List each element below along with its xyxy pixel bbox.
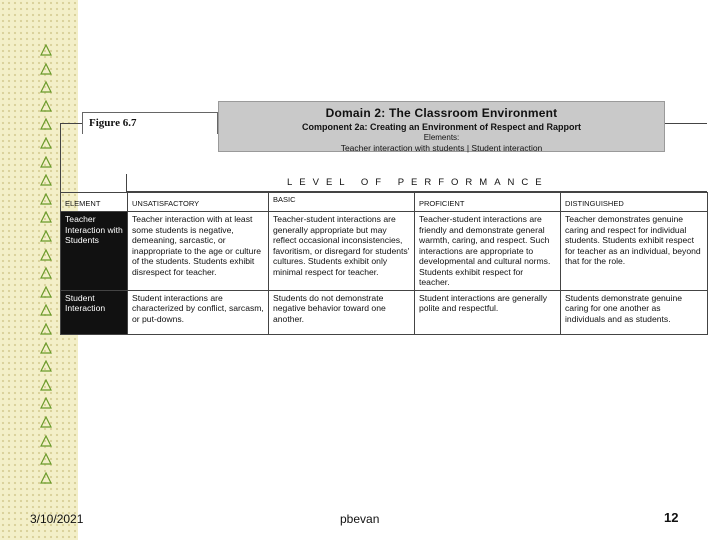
triangle-outline-icon	[40, 193, 52, 205]
rubric-table	[60, 192, 708, 335]
triangle-outline-icon	[40, 156, 52, 168]
triangle-outline-icon	[40, 211, 52, 223]
row-header-teacher-interaction: Teacher Interaction with Students	[61, 212, 128, 291]
triangle-outline-icon	[40, 249, 52, 261]
table-cell: Teacher demonstrates genuine caring and respect for individual students. Students exhibit respect for teacher as an individual, beyond that for the role.	[561, 212, 708, 291]
triangle-outline-icon	[40, 416, 52, 428]
component-title: Component 2a: Creating an Environment of Respect and Rapport	[301, 122, 582, 132]
level-of-performance-banner: LEVEL OF PERFORMANCE	[126, 174, 707, 192]
row-header-student-interaction: Student Interaction	[61, 290, 128, 334]
column-header-unsatisfactory: UNSATISFACTORY	[128, 193, 269, 212]
triangle-outline-icon	[40, 100, 52, 112]
triangle-outline-icon	[40, 118, 52, 130]
triangle-outline-icon	[40, 81, 52, 93]
table-row	[61, 290, 708, 334]
triangle-outline-icon	[40, 63, 52, 75]
triangle-outline-icon	[40, 435, 52, 447]
triangle-outline-icon	[40, 379, 52, 391]
triangle-outline-icon	[40, 323, 52, 335]
triangle-outline-icon	[40, 286, 52, 298]
table-cell: Teacher-student interactions are generally appropriate but may reflect occasional inconsistencies, favoritism, or disregard for students' cultures. Students exhibit only minimal respect for teacher.	[269, 212, 415, 291]
footer-author: pbevan	[340, 512, 380, 526]
elements-value: Teacher interaction with students | Student interaction	[340, 143, 543, 153]
table-cell: Students do not demonstrate negative behavior toward one another.	[269, 290, 415, 334]
table-cell: Teacher interaction with at least some students is negative, demeaning, sarcastic, or inappropriate to the age or culture of the students. Students exhibit disrespect for teacher.	[128, 212, 269, 291]
triangle-outline-icon	[40, 137, 52, 149]
triangle-outline-icon	[40, 267, 52, 279]
triangle-outline-icon	[40, 44, 52, 56]
page-number: 12	[664, 510, 679, 525]
table-cell: Students demonstrate genuine caring for one another as individuals and as students.	[561, 290, 708, 334]
domain-header	[218, 101, 665, 152]
triangle-outline-icon	[40, 304, 52, 316]
triangle-outline-icon	[40, 360, 52, 372]
column-header-proficient: PROFICIENT	[415, 193, 561, 212]
table-row	[61, 212, 708, 291]
triangle-outline-icon	[40, 472, 52, 484]
triangle-outline-icon	[40, 397, 52, 409]
triangle-outline-icon	[40, 230, 52, 242]
triangle-outline-icon	[40, 174, 52, 186]
column-header-distinguished: DISTINGUISHED	[561, 193, 708, 212]
column-header-basic: BASIC	[269, 193, 415, 212]
figure-label: Figure 6.7	[82, 112, 218, 134]
column-header-element: ELEMENT	[61, 193, 128, 212]
domain-title: Domain 2: The Classroom Environment	[325, 106, 558, 120]
triangle-outline-icon	[40, 453, 52, 465]
elements-heading: Elements:	[423, 133, 460, 142]
triangle-outline-icon	[40, 342, 52, 354]
table-cell: Student interactions are characterized by conflict, sarcasm, or put-downs.	[128, 290, 269, 334]
table-cell: Teacher-student interactions are friendly and demonstrate general warmth, caring, and respect. Such interactions are appropriate to developmental and cultural norms. Students exhibit respect for teacher.	[415, 212, 561, 291]
table-header-row	[61, 193, 708, 212]
table-cell: Student interactions are generally polite and respectful.	[415, 290, 561, 334]
footer-date: 3/10/2021	[30, 512, 84, 526]
